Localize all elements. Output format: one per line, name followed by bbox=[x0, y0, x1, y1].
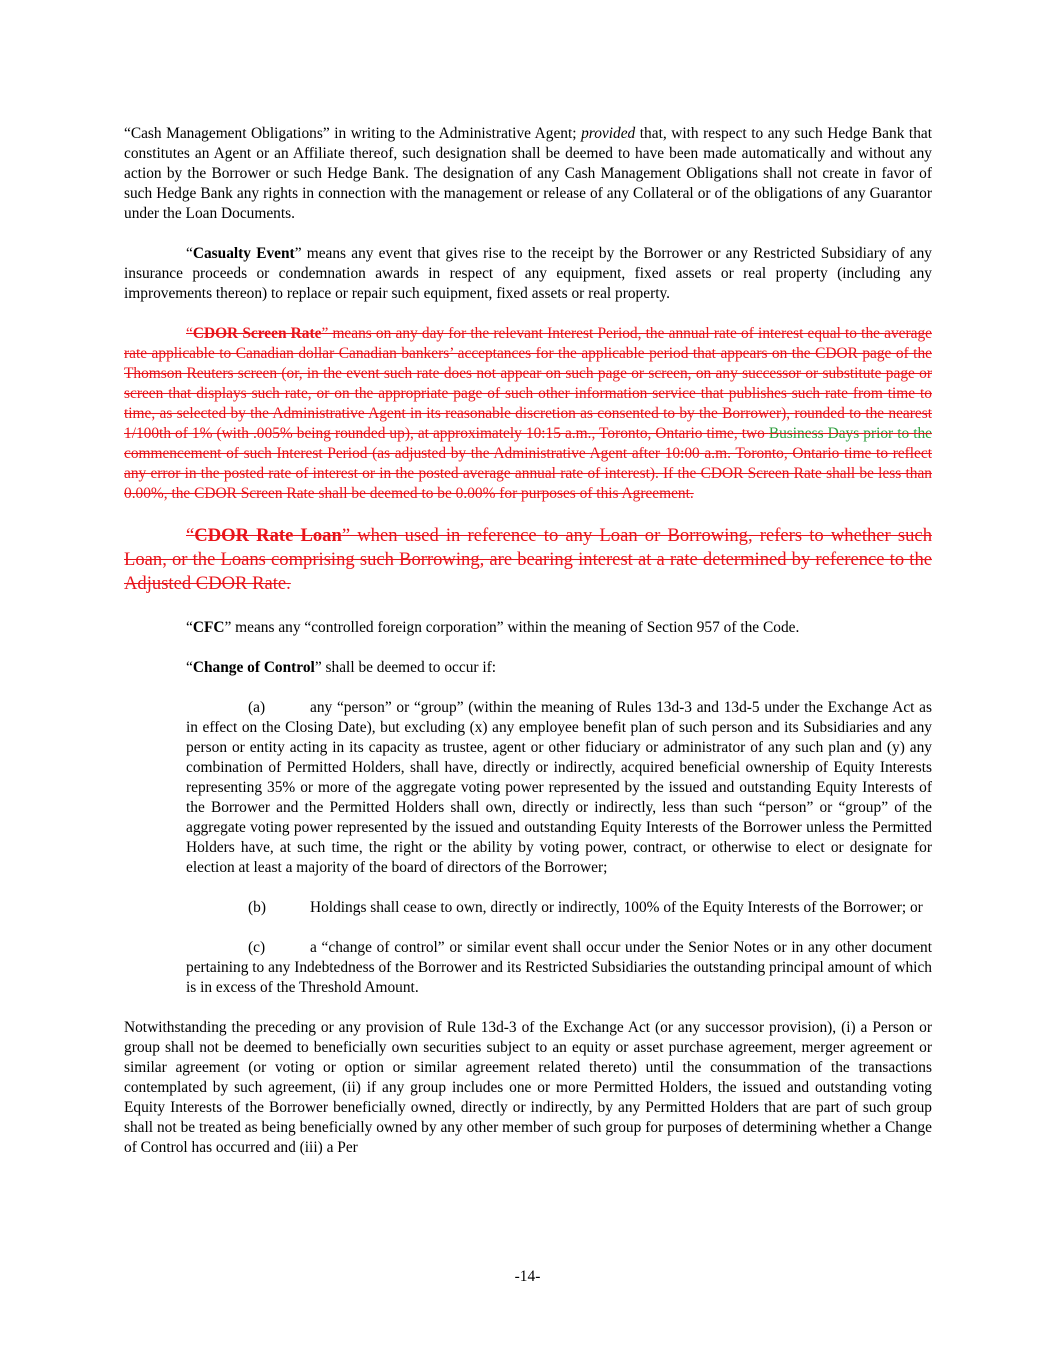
term-cdor-rate-loan: CDOR Rate Loan bbox=[194, 525, 342, 546]
paragraph-cash-management: “Cash Management Obligations” in writing to the Administrative Agent; provided that, with respect to any such Hedge Bank that constitutes an Agent or an Affiliate thereof, such designation shall be deemed to have been made automatically and without any action by the Borrower or such Hedge Bank. The designation of any Cash Management Obligations shall not create in favor of such Hedge Bank any rights in connection with the management or release of any Collateral or of the obligations of any Guarantor under the Loan Documents. bbox=[124, 125, 932, 222]
paragraph-notwithstanding: Notwithstanding the preceding or any provision of Rule 13d-3 of the Exchange Act (or any successor provision), (i) a Person or group shall not be deemed to beneficially own securities subject to an equity or asset purchase agreement, merger agreement or similar agreement (or voting or option or similar agreement related thereto) until the consummation of the transactions contemplated by such agreement, (ii) if any group includes one or more Permitted Holders, the issued and outstanding voting Equity Interests of the Borrower beneficially owned, directly or indirectly, by any Permitted Holders that are part of such group shall not be treated as being beneficially owned by any other member of such group for purposes of determining whether a Change of Control has occurred and (iii) a Per bbox=[124, 1019, 932, 1156]
clause-number: (c) bbox=[248, 939, 266, 956]
document-page bbox=[124, 124, 932, 1158]
clause-number: (a) bbox=[248, 699, 266, 716]
clause-text: Holdings shall cease to own, directly or indirectly, 100% of the Equity Interests of the Borrower; or bbox=[310, 899, 923, 916]
clause-text: any “person” or “group” (within the meaning of Rules 13d-3 and 13d-5 under the Exchange Act as in effect on the Closing Date), but excluding (x) any employee benefit plan of such person and its Subsidiaries and any person or entity acting in its capacity as trustee, agent or other fiduciary or administrator of any such plan and (y) any combination of Permitted Holders, shall have, directly or indirectly, acquired beneficial ownership of Equity Interests representing 35% or more of the aggregate voting power represented by the issued and outstanding Equity Interests of the Borrower and the Permitted Holders shall own, directly or indirectly, less than such “person” or “group” of the aggregate voting power represented by the issued and outstanding Equity Interests of the Borrower unless the Permitted Holders have, at such time, the right or the ability by voting power, contract, or otherwise to elect or designate for election at least a majority of the board of directors of the Borrower; bbox=[186, 699, 932, 876]
definition-cdor-screen-rate-deleted: “CDOR Screen Rate” means on any day for the relevant Interest Period, the annual rate of interest equal to the average rate applicable to Canadian dollar Canadian bankers’ acceptances for the applicable period that appears on the CDOR page of the Thomson Reuters screen (or, in the event such rate does not appear on such page or screen, on any successor or substitute page or screen that displays such rate, or on the appropriate page of such other information service that publishes such rate from time to time, as selected by the Administrative Agent in its reasonable discretion as consented to by the Borrower), rounded to the nearest 1/100th of 1% (with .005% being rounded up), at approximately 10:15 a.m., Toronto, Ontario time, two Business Days prior to the commencement of such Interest Period (as adjusted by the Administrative Agent after 10:00 a.m. Toronto, Ontario time to reflect any error in the posted rate of interest or in the posted average annual rate of interest). If the CDOR Screen Rate shall be less than 0.00%, the CDOR Screen Rate shall be deemed to be 0.00% for purposes of this Agreement. bbox=[124, 325, 932, 502]
definition-cdor-rate-loan-deleted: “CDOR Rate Loan” when used in reference to any Loan or Borrowing, refers to whether such Loan, or the Loans comprising such Borrowing, are bearing interest at a rate determined by reference to the Adjusted CDOR Rate. bbox=[124, 525, 932, 594]
change-of-control-clauses bbox=[186, 698, 932, 998]
definition-cfc: “CFC” means any “controlled foreign corporation” within the meaning of Section 957 of the Code. bbox=[186, 619, 800, 636]
page-number: -14- bbox=[514, 1268, 541, 1285]
term-cfc: CFC bbox=[192, 619, 225, 636]
term-change-of-control: Change of Control bbox=[192, 659, 315, 676]
clause-a bbox=[186, 698, 932, 878]
moved-text-business-days: Business Days prior to the bbox=[768, 425, 932, 442]
clause-text: a “change of control” or similar event shall occur under the Senior Notes or in any other document pertaining to any Indebtedness of the Borrower and its Restricted Subsidiaries the outstanding principal amount of which is in excess of the Threshold Amount. bbox=[186, 939, 932, 996]
clause-c bbox=[186, 938, 932, 998]
term-cdor-screen-rate: CDOR Screen Rate bbox=[192, 325, 322, 342]
clause-b bbox=[186, 898, 932, 918]
provided-italic: provided bbox=[581, 125, 636, 142]
clause-number: (b) bbox=[248, 899, 266, 916]
definition-change-of-control: “Change of Control” shall be deemed to occur if: bbox=[186, 659, 497, 676]
definition-casualty-event: “Casualty Event” means any event that gives rise to the receipt by the Borrower or any Restricted Subsidiary of any insurance proceeds or condemnation awards in respect of any equipment, fixed assets or real property (including any improvements thereon) to replace or repair such equipment, fixed assets or real property. bbox=[124, 245, 933, 302]
term-casualty-event: Casualty Event bbox=[192, 245, 295, 262]
